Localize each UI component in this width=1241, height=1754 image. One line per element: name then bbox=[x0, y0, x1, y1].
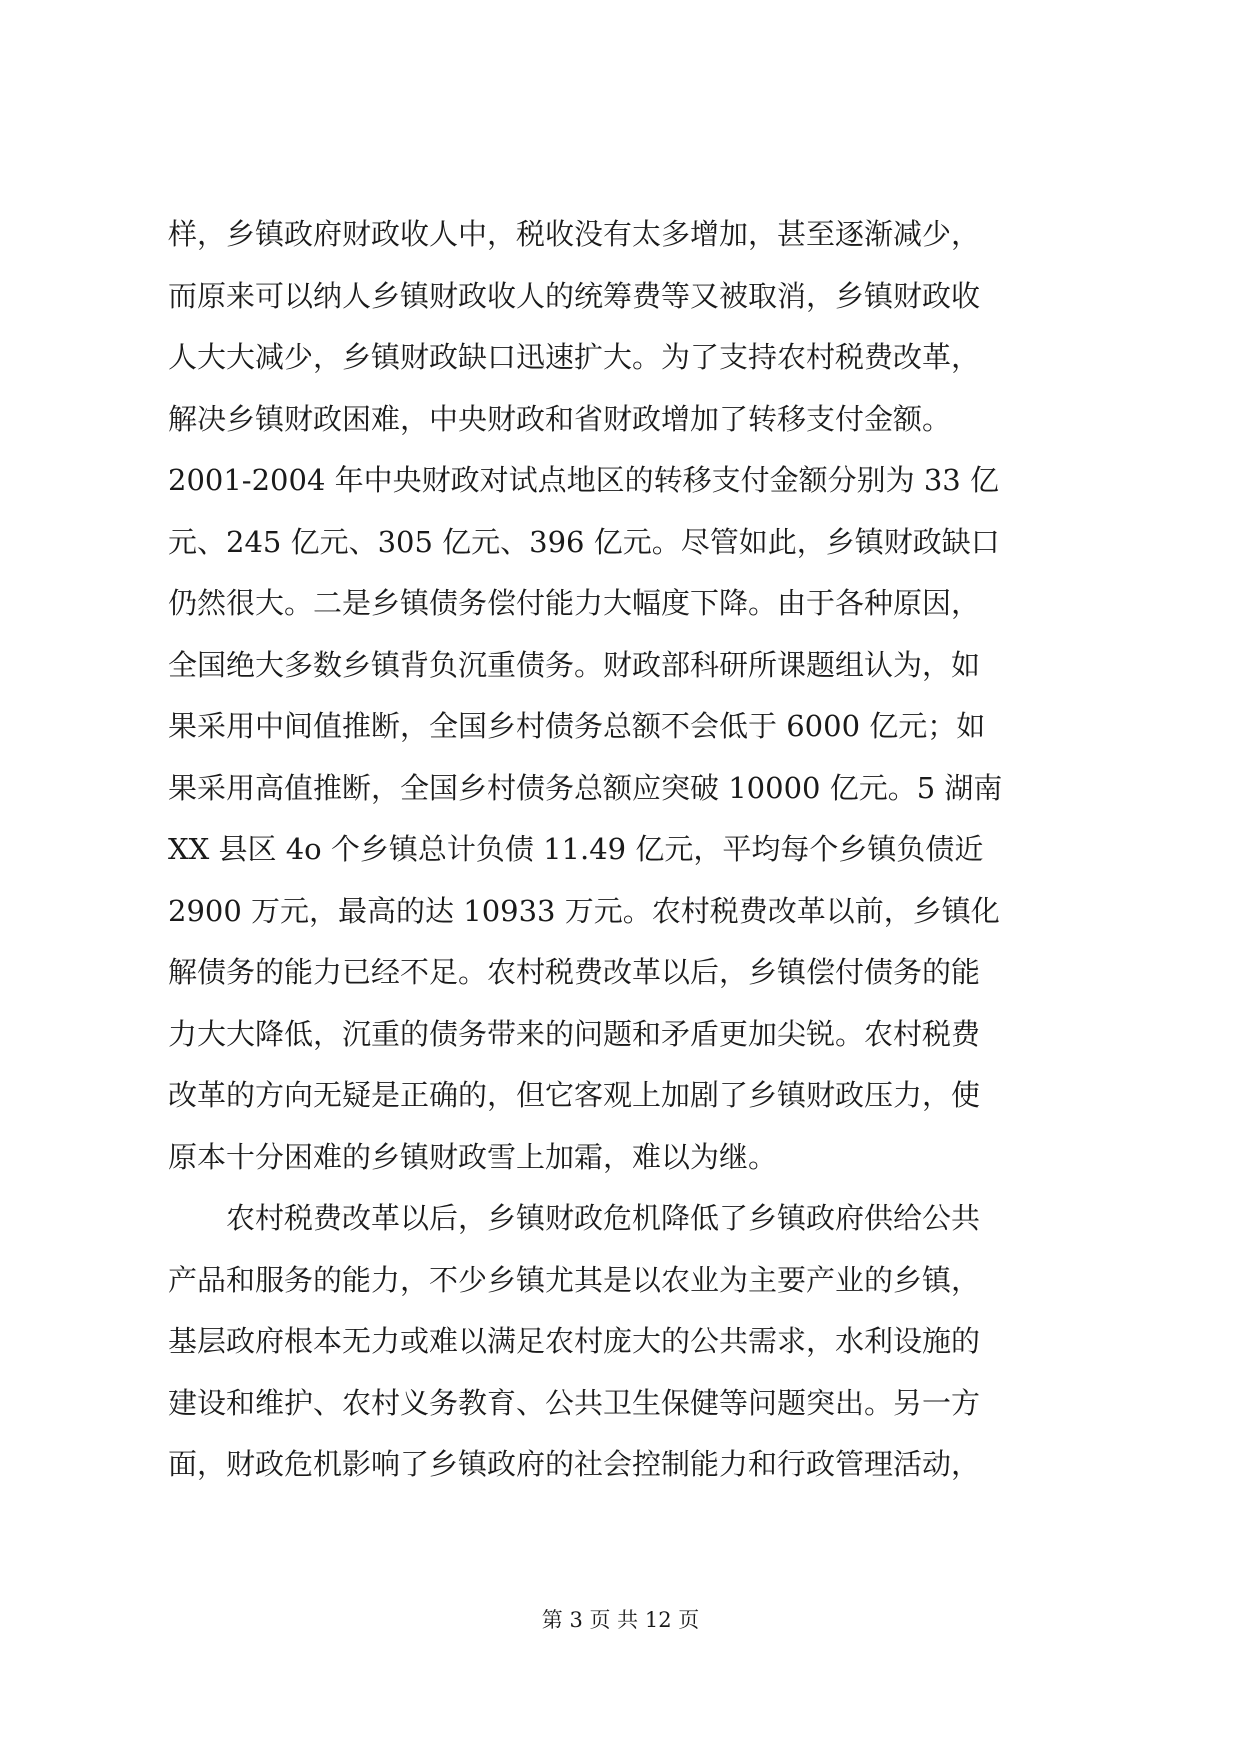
text-line: 产品和服务的能力，不少乡镇尤其是以农业为主要产业的乡镇， bbox=[168, 1262, 981, 1297]
text-line: 果采用高值推断，全国乡村债务总额应突破 10000 亿元。5 湖南 bbox=[168, 770, 1003, 805]
text-line: 元、245 亿元、305 亿元、396 亿元。尽管如此，乡镇财政缺口 bbox=[168, 524, 1000, 559]
text-line: XX 县区 4o 个乡镇总计负债 11.49 亿元，平均每个乡镇负债近 bbox=[168, 832, 984, 866]
text-line: 面，财政危机影响了乡镇政府的社会控制能力和行政管理活动， bbox=[168, 1447, 981, 1481]
text-line: 改革的方向无疑是正确的，但它客观上加剧了乡镇财政压力，使 bbox=[168, 1078, 981, 1112]
text-line: 解债务的能力已经不足。农村税费改革以后，乡镇偿付债务的能 bbox=[168, 955, 981, 989]
text-line: 全国绝大多数乡镇背负沉重债务。财政部科研所课题组认为，如 bbox=[168, 647, 981, 682]
text-line: 力大大降低，沉重的债务带来的问题和矛盾更加尖锐。农村税费 bbox=[168, 1016, 981, 1051]
text-line: 2900 万元，最高的达 10933 万元。农村税费改革以前，乡镇化 bbox=[168, 893, 1000, 928]
text-line: 建设和维护、农村义务教育、公共卫生保健等问题突出。另一方 bbox=[168, 1385, 981, 1420]
body-text bbox=[168, 204, 1073, 1496]
text-line: 2001-2004 年中央财政对试点地区的转移支付金额分别为 33 亿 bbox=[168, 463, 999, 497]
text-line: 果采用中间值推断，全国乡村债务总额不会低于 6000 亿元；如 bbox=[168, 709, 986, 743]
text-line: 解决乡镇财政困难，中央财政和省财政增加了转移支付金额。 bbox=[168, 401, 952, 436]
text-line: 样，乡镇政府财政收人中，税收没有太多增加，甚至逐渐减少， bbox=[168, 217, 981, 251]
text-line: 基层政府根本无力或难以满足农村庞大的公共需求，水利设施的 bbox=[168, 1324, 981, 1358]
page-number-footer: 第 3 页 共 12 页 bbox=[541, 1608, 700, 1632]
text-line: 人大大减少，乡镇财政缺口迅速扩大。为了支持农村税费改革， bbox=[168, 340, 981, 374]
text-line: 而原来可以纳人乡镇财政收人的统筹费等又被取消，乡镇财政收 bbox=[168, 278, 981, 313]
text-line: 原本十分困难的乡镇财政雪上加霜，难以为继。 bbox=[168, 1139, 778, 1174]
text-line: 农村税费改革以后，乡镇财政危机降低了乡镇政府供给公共 bbox=[168, 1201, 981, 1235]
text-line: 仍然很大。二是乡镇债务偿付能力大幅度下降。由于各种原因， bbox=[168, 586, 981, 620]
